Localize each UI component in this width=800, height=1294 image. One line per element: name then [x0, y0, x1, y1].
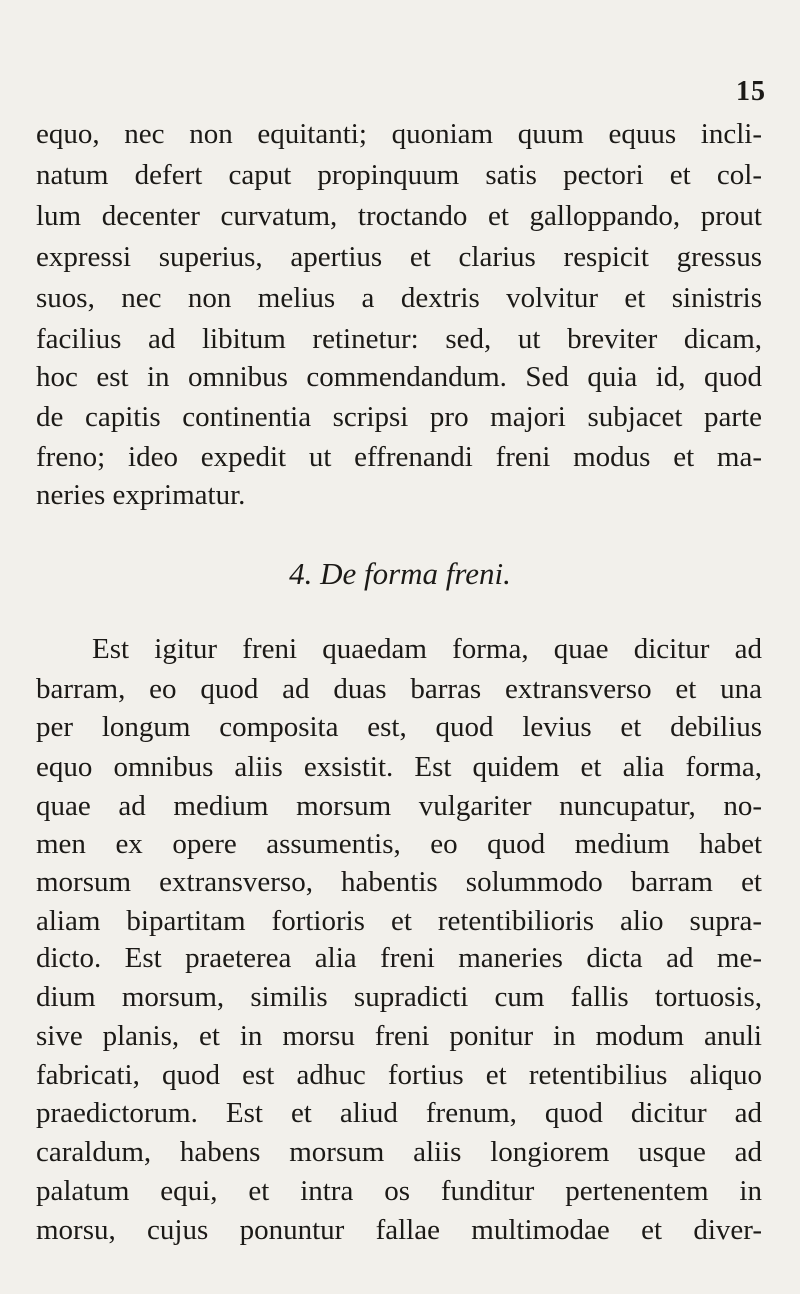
text-line: Est igitur freni quaedam forma, quae dicitur ad — [92, 633, 762, 665]
text-line: sive planis, et in morsu freni ponitur in modum anuli — [36, 1020, 762, 1052]
text-line: neries exprimatur. — [36, 479, 246, 511]
text-line: dium morsum, similis supradicti cum fallis tortuosis, — [36, 981, 762, 1013]
text-line: freno; ideo expedit ut effrenandi freni modus et ma- — [36, 441, 762, 473]
text-line: lum decenter curvatum, troctando et galloppando, prout — [36, 200, 762, 232]
text-line: de capitis continentia scripsi pro majori subjacet parte — [36, 401, 762, 433]
text-line: hoc est in omnibus commendandum. Sed quia id, quod — [36, 361, 762, 393]
text-line: barram, eo quod ad duas barras extransverso et una — [36, 673, 762, 705]
text-line: suos, nec non melius a dextris volvitur et sinistris — [36, 282, 762, 314]
text-line: fabricati, quod est adhuc fortius et retentibilius aliquo — [36, 1059, 762, 1091]
text-line: men ex opere assumentis, eo quod medium habet — [36, 828, 762, 860]
text-line: morsu, cujus ponuntur fallae multimodae et diver- — [36, 1214, 762, 1246]
text-line: praedictorum. Est et aliud frenum, quod dicitur ad — [36, 1097, 762, 1129]
text-line: natum defert caput propinquum satis pectori et col- — [36, 159, 762, 191]
text-line: aliam bipartitam fortioris et retentibilioris alio supra- — [36, 905, 762, 937]
text-line: equo omnibus aliis exsistit. Est quidem et alia forma, — [36, 751, 762, 783]
text-line: dicto. Est praeterea alia freni maneries dicta ad me- — [36, 942, 762, 974]
text-line: equo, nec non equitanti; quoniam quum equus incli- — [36, 118, 762, 150]
text-line: palatum equi, et intra os funditur pertenentem in — [36, 1175, 762, 1207]
text-line: caraldum, habens morsum aliis longiorem usque ad — [36, 1136, 762, 1168]
section-heading: 4. De forma freni. — [289, 556, 511, 591]
text-line: expressi superius, apertius et clarius respicit gressus — [36, 241, 762, 273]
text-line: per longum composita est, quod levius et debilius — [36, 711, 762, 743]
page-number: 15 — [736, 76, 766, 107]
text-line: morsum extransverso, habentis solummodo barram et — [36, 866, 762, 898]
text-line: facilius ad libitum retinetur: sed, ut breviter dicam, — [36, 323, 762, 355]
text-line: quae ad medium morsum vulgariter nuncupatur, no- — [36, 790, 762, 822]
